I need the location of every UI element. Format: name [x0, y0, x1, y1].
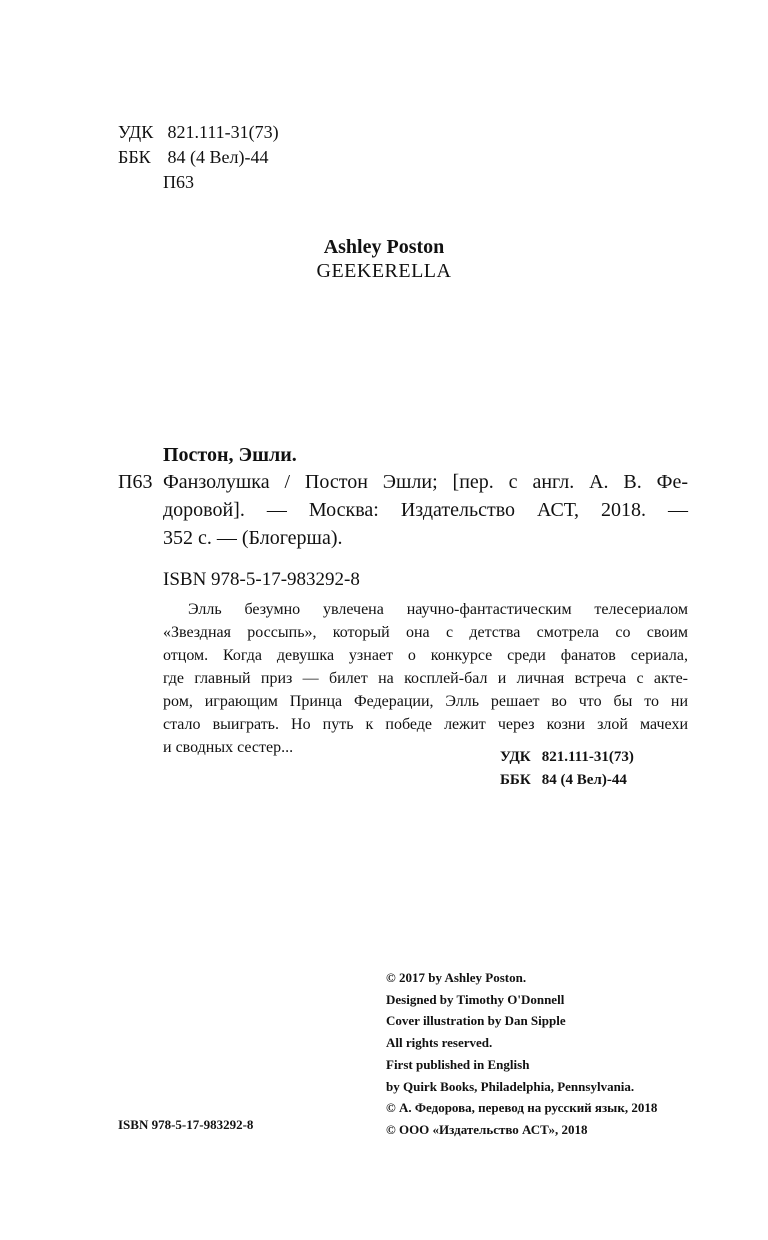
bib-author: Постон, Эшли. [163, 444, 297, 466]
bbk-label-right: ББК [500, 772, 531, 788]
udk-label: УДК [118, 122, 154, 142]
imprint-line: © А. Федорова, перевод на русский язык, 2018 [386, 1100, 658, 1116]
imprint-line: Designed by Timothy O'Donnell [386, 991, 565, 1007]
imprint-line: by Quirk Books, Philadelphia, Pennsylvania. [386, 1078, 635, 1094]
annotation-line: Элль безумно увлечена научно-фантастическим телесериалом [188, 601, 688, 618]
udk-line [118, 121, 279, 143]
imprint-line: © ООО «Издательство АСТ», 2018 [386, 1121, 588, 1137]
udk-label-right: УДК [500, 749, 531, 765]
bbk-line [118, 146, 268, 168]
bbk-value-right: 84 (4 Вел)-44 [541, 772, 627, 788]
bib-description [163, 468, 688, 552]
bib-isbn: ISBN 978-5-17-983292-8 [163, 569, 360, 590]
udk-line-right [500, 746, 688, 768]
annotation [163, 598, 688, 759]
annotation-line: стало выиграть. Но путь к победе лежит через козни злой мачехи [163, 716, 688, 733]
bib-line: 352 с. — (Блогерша). [163, 527, 343, 549]
author-code: П63 [163, 172, 194, 192]
bib-line: Фанзолушка / Постон Эшли; [пер. с англ. А. В. Фе- [163, 471, 688, 493]
bbk-label: ББК [118, 147, 151, 167]
udk-value-right: 821.111-31(73) [541, 749, 634, 765]
imprint-line: © 2017 by Ashley Poston. [386, 970, 527, 985]
bib-author-code: П63 [118, 471, 153, 493]
annotation-line: и сводных сестер... [163, 739, 294, 756]
bbk-line-right [500, 769, 688, 791]
bbk-value: 84 (4 Вел)-44 [167, 147, 269, 167]
udk-value: 821.111-31(73) [167, 122, 279, 142]
imprint-line: First published in English [386, 1056, 530, 1072]
bib-line: доровой]. — Москва: Издательство АСТ, 2018. — [163, 499, 688, 521]
annotation-line: где главный приз — билет на косплей-бал и личная встреча с акте- [163, 670, 688, 687]
annotation-line: «Звездная россыпь», который она с детства смотрела со своим [163, 624, 688, 641]
annotation-line: отцом. Когда девушка узнает о конкурсе среди фанатов сериала, [163, 647, 688, 664]
imprint-block [386, 967, 657, 1141]
imprint-line: All rights reserved. [386, 1035, 493, 1051]
original-author: Ashley Poston [323, 236, 445, 258]
annotation-line: ром, играющим Принца Федерации, Элль решает во что бы то ни [163, 693, 688, 710]
isbn-bottom: ISBN 978-5-17-983292-8 [118, 1117, 254, 1132]
imprint-line: Cover illustration by Dan Sipple [386, 1013, 566, 1029]
original-title: GEEKERELLA [316, 260, 452, 282]
